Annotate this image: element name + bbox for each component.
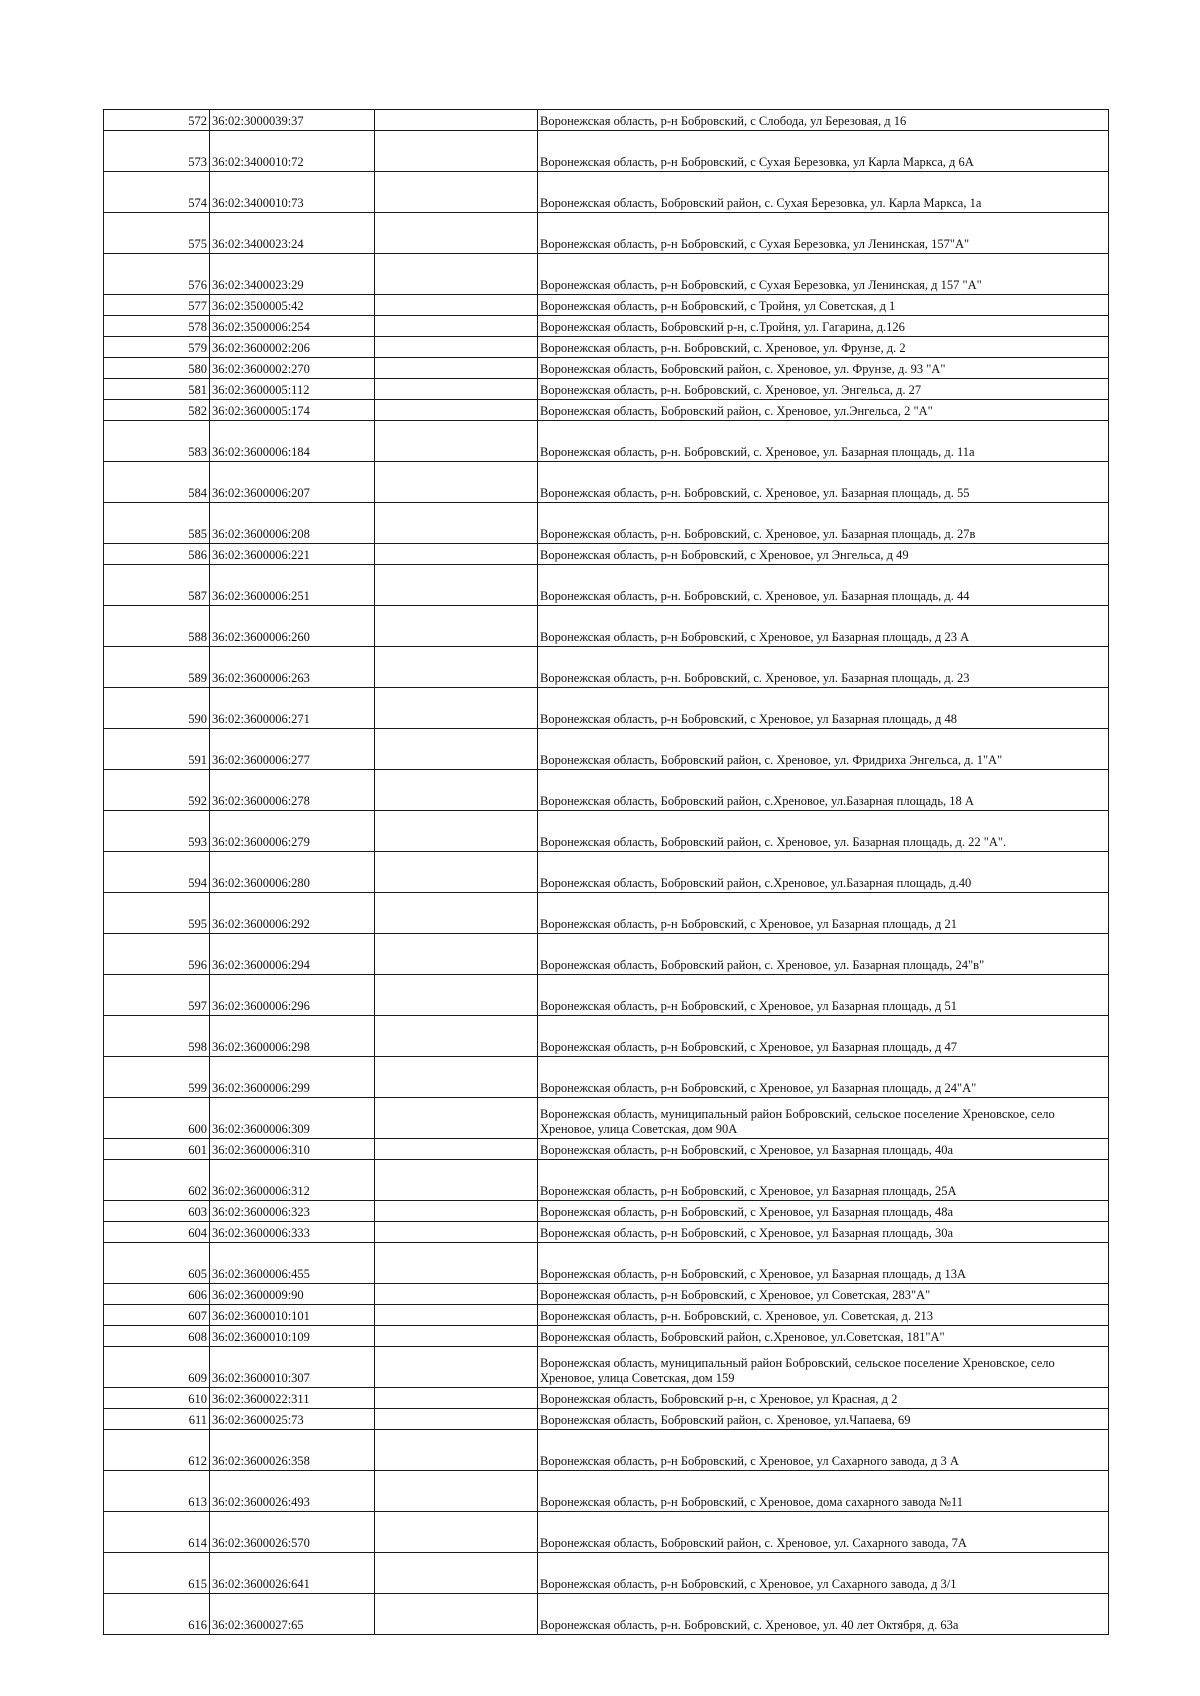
address: Воронежская область, Бобровский район, с. Сухая Березовка, ул. Карла Маркса, 1а [538, 172, 1109, 213]
address: Воронежская область, р-н Бобровский, с Хреновое, ул Базарная площадь, 48а [538, 1201, 1109, 1222]
table-row [104, 110, 1109, 131]
row-number: 601 [104, 1139, 210, 1160]
row-number: 575 [104, 213, 210, 254]
empty-cell [375, 811, 538, 852]
table-row [104, 934, 1109, 975]
address: Воронежская область, р-н. Бобровский, с. Хреновое, ул. Базарная площадь, д. 44 [538, 565, 1109, 606]
cadastral-number: 36:02:3600006:333 [210, 1222, 375, 1243]
cadastral-number: 36:02:3600006:280 [210, 852, 375, 893]
empty-cell [375, 379, 538, 400]
table-row [104, 1201, 1109, 1222]
cadastral-number: 36:02:3600022:311 [210, 1388, 375, 1409]
cadastral-number: 36:02:3600006:278 [210, 770, 375, 811]
cadastral-number: 36:02:3600006:299 [210, 1057, 375, 1098]
table-row [104, 1160, 1109, 1201]
row-number: 610 [104, 1388, 210, 1409]
table-row [104, 1512, 1109, 1553]
table-row [104, 729, 1109, 770]
table-row [104, 1594, 1109, 1635]
table-row [104, 1016, 1109, 1057]
row-number: 608 [104, 1326, 210, 1347]
table-row [104, 1326, 1109, 1347]
cadastral-number: 36:02:3000039:37 [210, 110, 375, 131]
address: Воронежская область, р-н Бобровский, с Хреновое, ул Базарная площадь, д 13А [538, 1243, 1109, 1284]
table-row [104, 337, 1109, 358]
address: Воронежская область, р-н. Бобровский, с. Хреновое, ул. Базарная площадь, д. 11а [538, 421, 1109, 462]
cadastral-number: 36:02:3400010:73 [210, 172, 375, 213]
empty-cell [375, 1305, 538, 1326]
row-number: 597 [104, 975, 210, 1016]
empty-cell [375, 1553, 538, 1594]
table-row [104, 1139, 1109, 1160]
row-number: 599 [104, 1057, 210, 1098]
address: Воронежская область, р-н Бобровский, с Хреновое, ул Сахарного завода, д 3/1 [538, 1553, 1109, 1594]
row-number: 595 [104, 893, 210, 934]
table-row [104, 295, 1109, 316]
address: Воронежская область, р-н. Бобровский, с. Хреновое, ул. Базарная площадь, д. 55 [538, 462, 1109, 503]
cadastral-number: 36:02:3600010:307 [210, 1347, 375, 1388]
table-row [104, 893, 1109, 934]
address: Воронежская область, р-н Бобровский, с Хреновое, ул Базарная площадь, д 21 [538, 893, 1109, 934]
row-number: 602 [104, 1160, 210, 1201]
table-row [104, 1553, 1109, 1594]
row-number: 592 [104, 770, 210, 811]
table-row [104, 213, 1109, 254]
row-number: 605 [104, 1243, 210, 1284]
cadastral-number: 36:02:3600006:184 [210, 421, 375, 462]
cadastral-number: 36:02:3600006:277 [210, 729, 375, 770]
table-body [104, 110, 1109, 1635]
table-row [104, 316, 1109, 337]
cadastral-number: 36:02:3600006:309 [210, 1098, 375, 1139]
address: Воронежская область, р-н Бобровский, с Хреновое, дома сахарного завода №11 [538, 1471, 1109, 1512]
empty-cell [375, 852, 538, 893]
address: Воронежская область, Бобровский район, с. Хреновое, ул. Фридриха Энгельса, д. 1"А" [538, 729, 1109, 770]
cadastral-number: 36:02:3400023:29 [210, 254, 375, 295]
row-number: 577 [104, 295, 210, 316]
cadastral-table [103, 109, 1109, 1635]
cadastral-number: 36:02:3600006:323 [210, 1201, 375, 1222]
empty-cell [375, 975, 538, 1016]
address: Воронежская область, р-н Бобровский, с Хреновое, ул Базарная площадь, 40а [538, 1139, 1109, 1160]
cadastral-number: 36:02:3600006:310 [210, 1139, 375, 1160]
empty-cell [375, 254, 538, 295]
address: Воронежская область, р-н Бобровский, с Хреновое, ул Сахарного завода, д 3 А [538, 1430, 1109, 1471]
cadastral-number: 36:02:3600005:174 [210, 400, 375, 421]
row-number: 589 [104, 647, 210, 688]
address: Воронежская область, р-н Бобровский, с Сухая Березовка, ул Ленинская, д 157 "А" [538, 254, 1109, 295]
address: Воронежская область, Бобровский р-н, с Хреновое, ул Красная, д 2 [538, 1388, 1109, 1409]
empty-cell [375, 893, 538, 934]
cadastral-number: 36:02:3600006:221 [210, 544, 375, 565]
address: Воронежская область, р-н. Бобровский, с. Хреновое, ул. 40 лет Октября, д. 63а [538, 1594, 1109, 1635]
cadastral-number: 36:02:3600006:292 [210, 893, 375, 934]
address: Воронежская область, р-н. Бобровский, с. Хреновое, ул. Советская, д. 213 [538, 1305, 1109, 1326]
address: Воронежская область, р-н Бобровский, с Тройня, ул Советская, д 1 [538, 295, 1109, 316]
table-row [104, 131, 1109, 172]
table-row [104, 1284, 1109, 1305]
empty-cell [375, 213, 538, 254]
table-row [104, 606, 1109, 647]
address: Воронежская область, р-н Бобровский, с Сухая Березовка, ул Карла Маркса, д 6А [538, 131, 1109, 172]
address: Воронежская область, Бобровский район, с.Хреновое, ул.Базарная площадь, д.40 [538, 852, 1109, 893]
cadastral-number: 36:02:3600002:270 [210, 358, 375, 379]
address: Воронежская область, р-н Бобровский, с Сухая Березовка, ул Ленинская, 157"А" [538, 213, 1109, 254]
empty-cell [375, 1409, 538, 1430]
empty-cell [375, 337, 538, 358]
empty-cell [375, 565, 538, 606]
row-number: 596 [104, 934, 210, 975]
table-row [104, 647, 1109, 688]
empty-cell [375, 131, 538, 172]
empty-cell [375, 606, 538, 647]
table-row [104, 379, 1109, 400]
table-row [104, 1243, 1109, 1284]
address: Воронежская область, муниципальный район Бобровский, сельское поселение Хреновское, село Хреновое, улица Советская, дом 159 [538, 1347, 1109, 1388]
cadastral-number: 36:02:3500005:42 [210, 295, 375, 316]
table-row [104, 565, 1109, 606]
table-row [104, 172, 1109, 213]
empty-cell [375, 503, 538, 544]
table-row [104, 1057, 1109, 1098]
address: Воронежская область, р-н Бобровский, с Хреновое, ул Базарная площадь, д 48 [538, 688, 1109, 729]
cadastral-number: 36:02:3600005:112 [210, 379, 375, 400]
address: Воронежская область, р-н Бобровский, с Хреновое, ул Базарная площадь, д 51 [538, 975, 1109, 1016]
cadastral-number: 36:02:3600006:296 [210, 975, 375, 1016]
row-number: 609 [104, 1347, 210, 1388]
address: Воронежская область, р-н Бобровский, с Хреновое, ул Советская, 283"А" [538, 1284, 1109, 1305]
cadastral-number: 36:02:3600006:294 [210, 934, 375, 975]
address: Воронежская область, Бобровский район, с. Хреновое, ул. Базарная площадь, д. 22 "А". [538, 811, 1109, 852]
row-number: 587 [104, 565, 210, 606]
empty-cell [375, 544, 538, 565]
address: Воронежская область, р-н Бобровский, с Хреновое, ул Базарная площадь, д 47 [538, 1016, 1109, 1057]
empty-cell [375, 1201, 538, 1222]
table-row [104, 1388, 1109, 1409]
address: Воронежская область, Бобровский район, с.Хреновое, ул.Базарная площадь, 18 А [538, 770, 1109, 811]
row-number: 598 [104, 1016, 210, 1057]
address: Воронежская область, Бобровский район, с. Хреновое, ул. Базарная площадь, 24"в" [538, 934, 1109, 975]
cadastral-number: 36:02:3600006:260 [210, 606, 375, 647]
address: Воронежская область, муниципальный район Бобровский, сельское поселение Хреновское, село Хреновое, улица Советская, дом 90А [538, 1098, 1109, 1139]
row-number: 576 [104, 254, 210, 295]
empty-cell [375, 462, 538, 503]
table-row [104, 811, 1109, 852]
cadastral-number: 36:02:3600006:298 [210, 1016, 375, 1057]
cadastral-number: 36:02:3600010:101 [210, 1305, 375, 1326]
cadastral-number: 36:02:3600006:207 [210, 462, 375, 503]
table-row [104, 421, 1109, 462]
cadastral-number: 36:02:3600027:65 [210, 1594, 375, 1635]
table-row [104, 1471, 1109, 1512]
address: Воронежская область, Бобровский район, с. Хреновое, ул. Сахарного завода, 7А [538, 1512, 1109, 1553]
cadastral-number: 36:02:3600002:206 [210, 337, 375, 358]
row-number: 584 [104, 462, 210, 503]
row-number: 586 [104, 544, 210, 565]
address: Воронежская область, Бобровский район, с. Хреновое, ул.Энгельса, 2 "А" [538, 400, 1109, 421]
cadastral-number: 36:02:3600026:570 [210, 1512, 375, 1553]
table-row [104, 400, 1109, 421]
row-number: 616 [104, 1594, 210, 1635]
row-number: 582 [104, 400, 210, 421]
cadastral-number: 36:02:3600006:208 [210, 503, 375, 544]
empty-cell [375, 421, 538, 462]
table-row [104, 1098, 1109, 1139]
address: Воронежская область, р-н Бобровский, с Хреновое, ул Базарная площадь, 30а [538, 1222, 1109, 1243]
cadastral-number: 36:02:3600009:90 [210, 1284, 375, 1305]
table-row [104, 544, 1109, 565]
row-number: 583 [104, 421, 210, 462]
cadastral-number: 36:02:3600025:73 [210, 1409, 375, 1430]
empty-cell [375, 1347, 538, 1388]
address: Воронежская область, Бобровский район, с. Хреновое, ул. Фрунзе, д. 93 "А" [538, 358, 1109, 379]
empty-cell [375, 110, 538, 131]
cadastral-number: 36:02:3400010:72 [210, 131, 375, 172]
empty-cell [375, 1388, 538, 1409]
row-number: 581 [104, 379, 210, 400]
cadastral-number: 36:02:3600010:109 [210, 1326, 375, 1347]
address: Воронежская область, р-н Бобровский, с Слобода, ул Березовая, д 16 [538, 110, 1109, 131]
cadastral-number: 36:02:3600006:455 [210, 1243, 375, 1284]
empty-cell [375, 172, 538, 213]
table-row [104, 975, 1109, 1016]
row-number: 585 [104, 503, 210, 544]
row-number: 612 [104, 1430, 210, 1471]
empty-cell [375, 1098, 538, 1139]
address: Воронежская область, р-н. Бобровский, с. Хреновое, ул. Базарная площадь, д. 27в [538, 503, 1109, 544]
row-number: 591 [104, 729, 210, 770]
empty-cell [375, 316, 538, 337]
empty-cell [375, 647, 538, 688]
row-number: 603 [104, 1201, 210, 1222]
row-number: 600 [104, 1098, 210, 1139]
empty-cell [375, 1284, 538, 1305]
row-number: 594 [104, 852, 210, 893]
address: Воронежская область, р-н Бобровский, с Хреновое, ул Базарная площадь, д 24"А" [538, 1057, 1109, 1098]
address: Воронежская область, р-н. Бобровский, с. Хреновое, ул. Энгельса, д. 27 [538, 379, 1109, 400]
row-number: 580 [104, 358, 210, 379]
table-row [104, 770, 1109, 811]
row-number: 590 [104, 688, 210, 729]
empty-cell [375, 1160, 538, 1201]
table-row [104, 1347, 1109, 1388]
row-number: 614 [104, 1512, 210, 1553]
empty-cell [375, 1139, 538, 1160]
empty-cell [375, 1326, 538, 1347]
cadastral-number: 36:02:3600006:251 [210, 565, 375, 606]
address: Воронежская область, Бобровский р-н, с.Тройня, ул. Гагарина, д.126 [538, 316, 1109, 337]
cadastral-number: 36:02:3600006:279 [210, 811, 375, 852]
table-row [104, 1305, 1109, 1326]
empty-cell [375, 1430, 538, 1471]
table-row [104, 462, 1109, 503]
cadastral-number: 36:02:3400023:24 [210, 213, 375, 254]
empty-cell [375, 358, 538, 379]
table-row [104, 1430, 1109, 1471]
cadastral-number: 36:02:3600026:493 [210, 1471, 375, 1512]
table-row [104, 503, 1109, 544]
empty-cell [375, 400, 538, 421]
cadastral-number: 36:02:3600026:641 [210, 1553, 375, 1594]
empty-cell [375, 295, 538, 316]
empty-cell [375, 934, 538, 975]
table-row [104, 1409, 1109, 1430]
empty-cell [375, 729, 538, 770]
row-number: 574 [104, 172, 210, 213]
row-number: 607 [104, 1305, 210, 1326]
address: Воронежская область, р-н. Бобровский, с. Хреновое, ул. Фрунзе, д. 2 [538, 337, 1109, 358]
empty-cell [375, 1016, 538, 1057]
empty-cell [375, 770, 538, 811]
cadastral-number: 36:02:3600026:358 [210, 1430, 375, 1471]
table-row [104, 254, 1109, 295]
row-number: 611 [104, 1409, 210, 1430]
address: Воронежская область, Бобровский район, с. Хреновое, ул.Чапаева, 69 [538, 1409, 1109, 1430]
cadastral-number: 36:02:3600006:312 [210, 1160, 375, 1201]
cadastral-number: 36:02:3600006:271 [210, 688, 375, 729]
row-number: 593 [104, 811, 210, 852]
table-row [104, 1222, 1109, 1243]
row-number: 615 [104, 1553, 210, 1594]
empty-cell [375, 688, 538, 729]
row-number: 604 [104, 1222, 210, 1243]
table-row [104, 852, 1109, 893]
empty-cell [375, 1057, 538, 1098]
address: Воронежская область, р-н Бобровский, с Хреновое, ул Базарная площадь, д 23 А [538, 606, 1109, 647]
table-row [104, 688, 1109, 729]
empty-cell [375, 1471, 538, 1512]
row-number: 573 [104, 131, 210, 172]
address: Воронежская область, Бобровский район, с.Хреновое, ул.Советская, 181"А" [538, 1326, 1109, 1347]
cadastral-number: 36:02:3600006:263 [210, 647, 375, 688]
address: Воронежская область, р-н Бобровский, с Хреновое, ул Энгельса, д 49 [538, 544, 1109, 565]
address: Воронежская область, р-н Бобровский, с Хреновое, ул Базарная площадь, 25А [538, 1160, 1109, 1201]
row-number: 579 [104, 337, 210, 358]
row-number: 572 [104, 110, 210, 131]
empty-cell [375, 1594, 538, 1635]
table-row [104, 358, 1109, 379]
empty-cell [375, 1243, 538, 1284]
row-number: 578 [104, 316, 210, 337]
empty-cell [375, 1512, 538, 1553]
empty-cell [375, 1222, 538, 1243]
cadastral-number: 36:02:3500006:254 [210, 316, 375, 337]
address: Воронежская область, р-н. Бобровский, с. Хреновое, ул. Базарная площадь, д. 23 [538, 647, 1109, 688]
row-number: 606 [104, 1284, 210, 1305]
row-number: 588 [104, 606, 210, 647]
row-number: 613 [104, 1471, 210, 1512]
